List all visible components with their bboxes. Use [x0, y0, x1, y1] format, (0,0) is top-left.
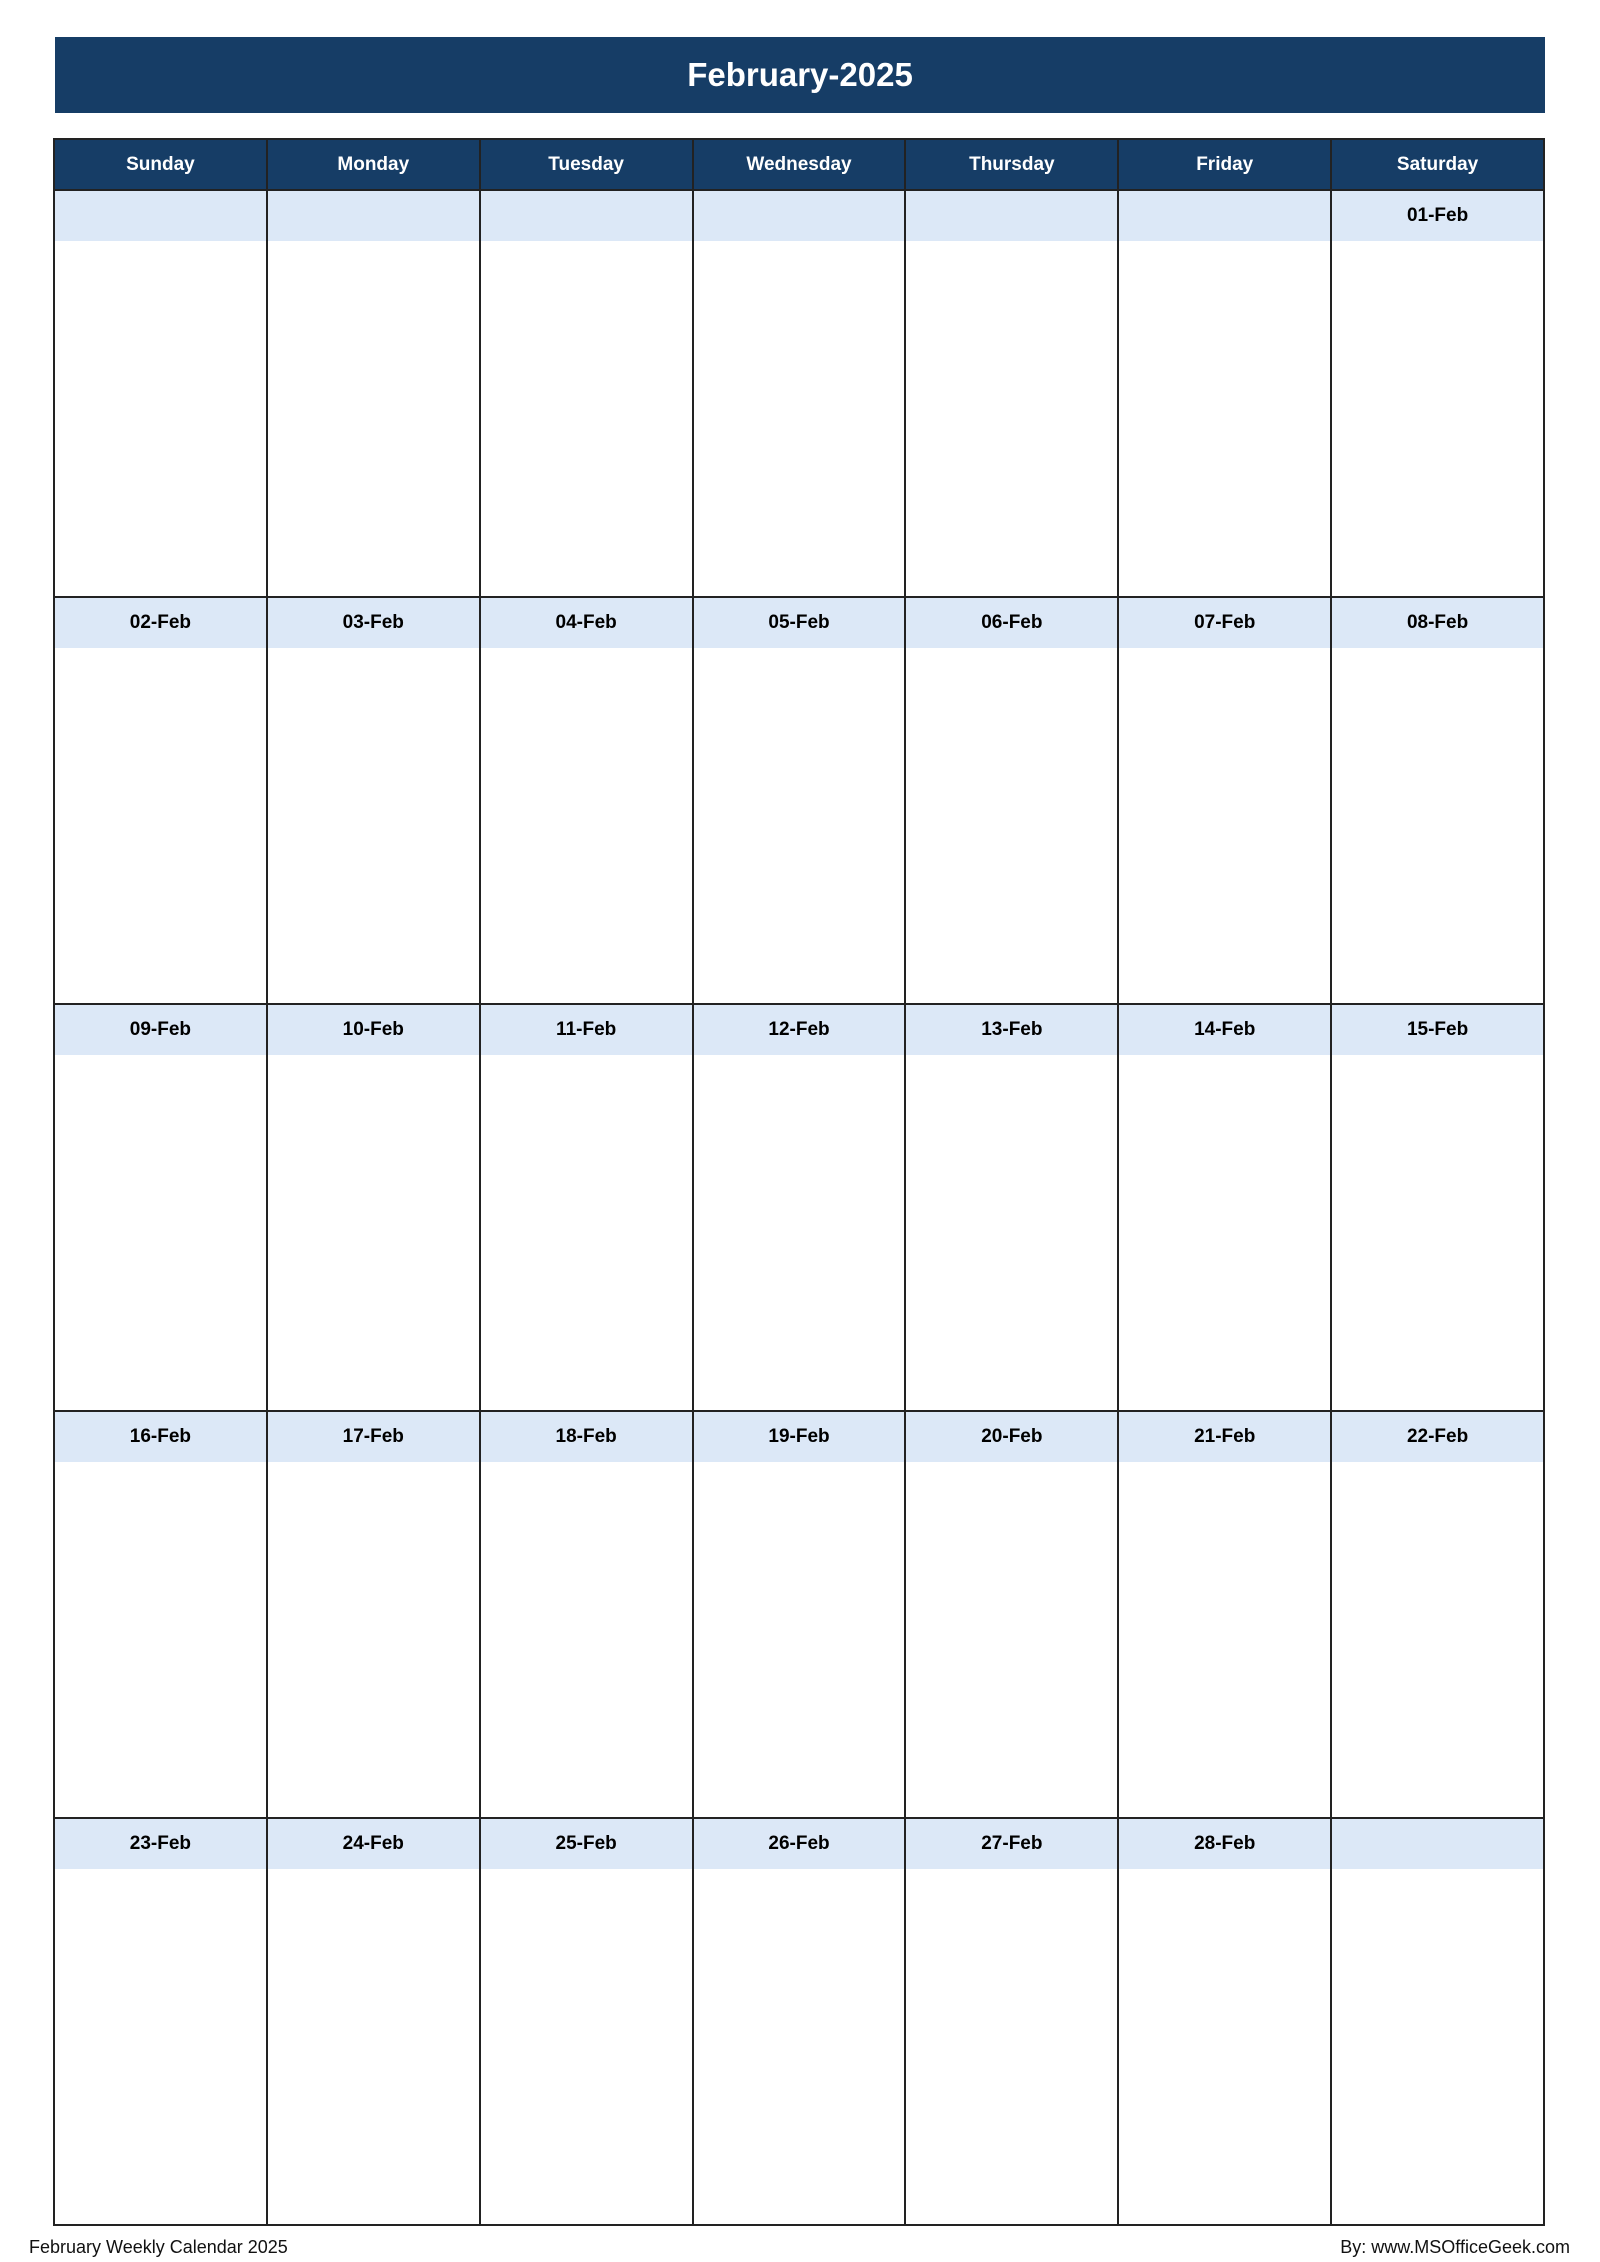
day-notes-area[interactable] [1332, 1869, 1543, 2224]
footer-document-name: February Weekly Calendar 2025 [29, 2237, 288, 2257]
day-cell[interactable] [481, 1412, 694, 1817]
day-notes-area[interactable] [55, 1869, 266, 2224]
day-cell[interactable] [1119, 1005, 1332, 1410]
day-notes-area[interactable] [268, 1462, 479, 1817]
day-cell[interactable] [268, 191, 481, 596]
date-label: 22-Feb [1332, 1412, 1543, 1462]
day-cell[interactable] [906, 598, 1119, 1003]
date-label: 03-Feb [268, 598, 479, 648]
date-label: 06-Feb [906, 598, 1117, 648]
day-cell[interactable] [694, 598, 907, 1003]
day-notes-area[interactable] [55, 648, 266, 1003]
day-notes-area[interactable] [481, 648, 692, 1003]
day-cell[interactable] [906, 1005, 1119, 1410]
date-label: 19-Feb [694, 1412, 905, 1462]
week-row-2 [55, 598, 1543, 1005]
day-notes-area[interactable] [1119, 241, 1330, 596]
date-label: 18-Feb [481, 1412, 692, 1462]
day-notes-area[interactable] [1332, 1055, 1543, 1410]
day-notes-area[interactable] [268, 1869, 479, 2224]
day-notes-area[interactable] [1332, 648, 1543, 1003]
footer-credit: By: www.MSOfficeGeek.com [1340, 2237, 1570, 2257]
day-notes-area[interactable] [694, 1869, 905, 2224]
day-notes-area[interactable] [1119, 1462, 1330, 1817]
date-label: 14-Feb [1119, 1005, 1330, 1055]
day-notes-area[interactable] [1332, 241, 1543, 596]
day-cell[interactable] [55, 598, 268, 1003]
day-notes-area[interactable] [694, 241, 905, 596]
date-label: 15-Feb [1332, 1005, 1543, 1055]
day-cell[interactable] [481, 1005, 694, 1410]
date-label [1332, 1819, 1543, 1869]
day-cell[interactable] [481, 598, 694, 1003]
weekday-saturday: Saturday [1396, 153, 1479, 175]
weekday-tuesday: Tuesday [481, 140, 694, 189]
day-cell[interactable] [1332, 598, 1543, 1003]
date-label: 23-Feb [55, 1819, 266, 1869]
date-label [694, 191, 905, 241]
date-label [1119, 191, 1330, 241]
day-cell[interactable] [55, 1819, 268, 2224]
day-notes-area[interactable] [906, 241, 1117, 596]
day-cell[interactable] [55, 1412, 268, 1817]
day-notes-area[interactable] [906, 648, 1117, 1003]
date-label [906, 191, 1117, 241]
day-cell[interactable] [268, 1412, 481, 1817]
day-notes-area[interactable] [268, 648, 479, 1003]
date-label: 21-Feb [1119, 1412, 1330, 1462]
day-notes-area[interactable] [268, 241, 479, 596]
calendar-grid [53, 138, 1545, 2226]
day-notes-area[interactable] [481, 1462, 692, 1817]
date-label: 12-Feb [694, 1005, 905, 1055]
date-label: 01-Feb [1332, 191, 1543, 241]
date-label: 24-Feb [268, 1819, 479, 1869]
day-cell[interactable] [268, 1005, 481, 1410]
day-notes-area[interactable] [1119, 1869, 1330, 2224]
date-label: 13-Feb [906, 1005, 1117, 1055]
weekday-thursday: Thursday [906, 140, 1119, 189]
day-cell[interactable] [55, 1005, 268, 1410]
day-cell[interactable] [694, 1412, 907, 1817]
day-cell[interactable] [481, 1819, 694, 2224]
day-cell[interactable] [268, 1819, 481, 2224]
day-notes-area[interactable] [55, 1462, 266, 1817]
date-label: 11-Feb [481, 1005, 692, 1055]
date-label: 09-Feb [55, 1005, 266, 1055]
day-notes-area[interactable] [1119, 1055, 1330, 1410]
date-label: 07-Feb [1119, 598, 1330, 648]
date-label [268, 191, 479, 241]
date-label: 10-Feb [268, 1005, 479, 1055]
date-label: 28-Feb [1119, 1819, 1330, 1869]
week-row-4 [55, 1412, 1543, 1819]
day-cell[interactable] [694, 1005, 907, 1410]
day-notes-area[interactable] [55, 1055, 266, 1410]
day-notes-area[interactable] [906, 1055, 1117, 1410]
calendar-title: February-2025 [55, 37, 1545, 113]
date-label: 27-Feb [906, 1819, 1117, 1869]
day-notes-area[interactable] [694, 1462, 905, 1817]
date-label: 05-Feb [694, 598, 905, 648]
day-notes-area[interactable] [55, 241, 266, 596]
weekday-sunday: Sunday [55, 140, 268, 189]
date-label: 20-Feb [906, 1412, 1117, 1462]
day-cell[interactable] [1332, 1819, 1543, 2224]
date-label: 17-Feb [268, 1412, 479, 1462]
day-cell[interactable] [268, 598, 481, 1003]
day-notes-area[interactable] [694, 1055, 905, 1410]
day-notes-area[interactable] [906, 1869, 1117, 2224]
day-cell[interactable] [1332, 1412, 1543, 1817]
day-notes-area[interactable] [481, 241, 692, 596]
weekday-friday: Friday [1119, 140, 1332, 189]
week-row-5 [55, 1819, 1543, 2224]
day-cell[interactable] [1119, 1819, 1332, 2224]
date-label: 26-Feb [694, 1819, 905, 1869]
day-notes-area[interactable] [906, 1462, 1117, 1817]
day-cell[interactable] [481, 191, 694, 596]
day-notes-area[interactable] [694, 648, 905, 1003]
day-cell[interactable] [1119, 1412, 1332, 1817]
day-notes-area[interactable] [481, 1869, 692, 2224]
day-cell[interactable] [694, 191, 907, 596]
weekday-wednesday: Wednesday [694, 140, 907, 189]
date-label [481, 191, 692, 241]
weekday-header-row [55, 140, 1543, 191]
day-cell[interactable] [1332, 1005, 1543, 1410]
day-notes-area[interactable] [1332, 1462, 1543, 1817]
day-cell[interactable] [1119, 598, 1332, 1003]
day-notes-area[interactable] [481, 1055, 692, 1410]
day-cell[interactable] [906, 1412, 1119, 1817]
week-row-1 [55, 191, 1543, 598]
weekday-monday: Monday [268, 140, 481, 189]
day-cell[interactable] [906, 1819, 1119, 2224]
date-label: 08-Feb [1332, 598, 1543, 648]
day-notes-area[interactable] [1119, 648, 1330, 1003]
day-cell[interactable] [694, 1819, 907, 2224]
day-cell[interactable] [55, 191, 268, 596]
date-label: 25-Feb [481, 1819, 692, 1869]
date-label: 16-Feb [55, 1412, 266, 1462]
week-row-3 [55, 1005, 1543, 1412]
day-notes-area[interactable] [268, 1055, 479, 1410]
day-cell[interactable] [1332, 191, 1543, 596]
day-cell[interactable] [906, 191, 1119, 596]
date-label: 04-Feb [481, 598, 692, 648]
day-cell[interactable] [1119, 191, 1332, 596]
date-label: 02-Feb [55, 598, 266, 648]
date-label [55, 191, 266, 241]
